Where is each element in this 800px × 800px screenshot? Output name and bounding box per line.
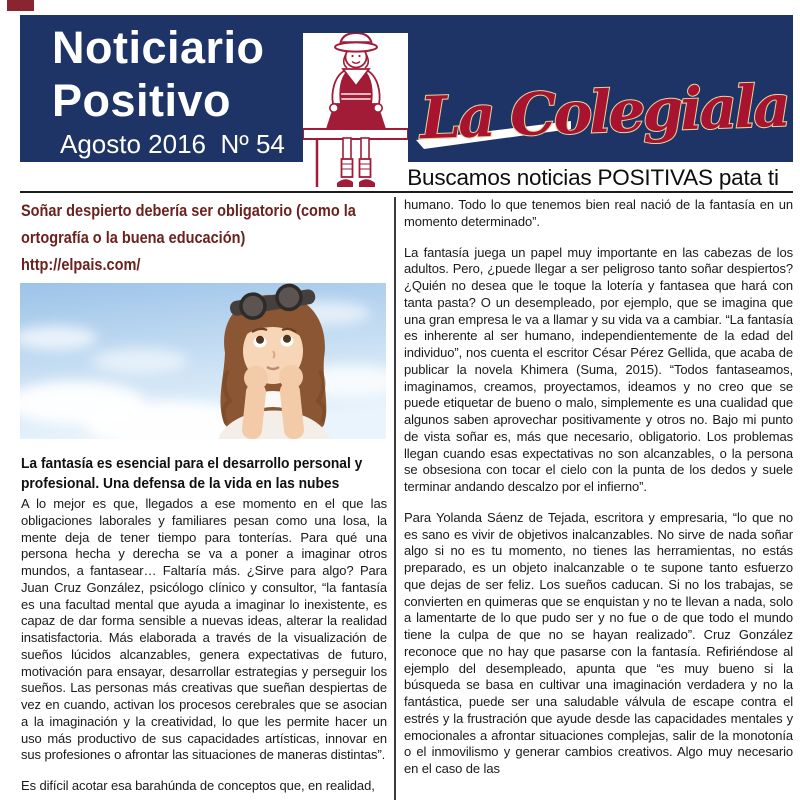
- subhead-line1: La fantasía es esencial para el desarrollo personal y: [21, 455, 363, 472]
- tagline: Buscamos noticias POSITIVAS pata ti: [407, 165, 779, 190]
- logo-text: La Colegiala: [418, 71, 788, 153]
- left-column-body: [21, 496, 387, 800]
- headline-line2: ortografía o la buena educación): [21, 229, 246, 247]
- article-subhead: [21, 454, 388, 493]
- header-divider: [20, 191, 793, 193]
- daydreaming-child-photo-icon: [20, 283, 386, 439]
- subhead-line2: profesional. Una defensa de la vida en las nubes: [21, 474, 340, 492]
- newsletter-title-line1: Noticiario: [52, 22, 265, 73]
- newsletter-title-line2: Positivo: [52, 75, 232, 126]
- body-paragraph: A lo mejor es que, llegados a ese momento en el que las obligaciones laborales y familiares pesan como una losa, la mente deja de tener tiempo para tonterías. Para qué una persona hecha y derecha se va a poner a imaginar otros mundos, a fantasear… Faltaría más. ¿Sirve para algo? Para Juan Cruz González, psicólogo clínico y consultor, “la fantasía es una facultad mental que ayuda a imaginar lo inexistente, es capaz de dar forma sensible a nuevas ideas, alterar la realidad insatisfactoria. Más elaborada a través de la visualización de sueños lúcidos alcanzables, genera expectativas de futuro, motivación para ensayar, desarrollar estrategias y perseguir los sueños. Las personas más creativas que sueñan despiertas de vez en cuando, activan los procesos cerebrales que se asocian a la imaginación y la creatividad, lo que les permite hacer un uso más productivo de sus capacidades artísticas, innovar en sus profesiones o afrontar las situaciones de maneras distintas”.: [21, 496, 387, 763]
- corner-mark: [7, 0, 34, 11]
- body-paragraph: humano. Todo lo que tenemos bien real nació de la fantasía en un momento determinado”.: [404, 197, 793, 229]
- article-headline: [21, 198, 388, 279]
- body-paragraph: La fantasía juega un papel muy importante en las cabezas de los adultos. Pero, ¿puede llegar a ser peligroso tanto soñar despiertos? ¿Quién no desea que le toque la lotería y fantasea que hará con tanta pasta? O un desempleado, por ejemplo, que se imagina que una gran empresa le va a llamar y su vida va a cambiar. “La fantasía es inherente al ser humano, independientemente de la edad del individuo”, nos cuenta el escritor César Pérez Gellida, que acaba de publicar la novela Khimera (Suma, 2015). “Todos fantaseamos, imaginamos, creamos, proyectamos, ideamos y no creo que se puede etiquetar de bueno o malo, simplemente es una cualidad que algunos saben aprovechar positivamente y otros no. Bajo mi punto de vista soñar es, más que necesario, obligatorio. Los problemas llegan cuando esas expectativas no son alcanzables, o la persona se obsesiona con tocar el cielo con la punta de los dedos y suele terminar andando descalzo por el infierno”.: [404, 244, 793, 494]
- article-photo: [20, 283, 386, 439]
- headline-url-link[interactable]: http://elpais.com/: [21, 256, 141, 274]
- column-divider: [394, 197, 396, 800]
- headline-line1: Soñar despierto debería ser obligatorio (como la: [21, 202, 356, 220]
- newsletter-title: [52, 21, 265, 127]
- body-paragraph: Para Yolanda Sáenz de Tejada, escritora y empresaria, “lo que no es sano es vivir de objetivos inalcanzables. No sirve de nada soñar algo si no es tu momento, no tienes las herramientas, no estás preparado, es un objeto inalcanzable o te supone tanto esfuerzo que dejas de ser feliz. Los sueños caducan. Si no los trabajas, se convierten en quimeras que se enquistan y no te llevan a nada, solo a lamentarte de lo que pudo ser y no fue o de que todo el mundo tiene la culpa de que no se hayan realizado”. Cruz González reconoce que no hay que pasarse con la fantasía. Refiriéndose al ejemplo del desempleado, apunta que “es muy bueno si la búsqueda se basa en cultivar una imaginación verdadera y no la fantástica, puede ser una saludable válvula de escape contra el estrés y la frustración que ayude desde las capacidades mentales y emocionales a afrontar situaciones complejas, salir de la monotonía o el inmovilismo y generar cambios creativos. Algo muy necesario en el caso de las: [404, 509, 793, 776]
- right-column-body: [404, 197, 793, 800]
- logo: [416, 66, 793, 160]
- body-paragraph: Es difícil acotar esa barahúnda de conceptos que, en realidad,: [21, 778, 375, 793]
- issue-date: Agosto 2016 Nº 54: [60, 129, 285, 159]
- la-colegiala-logo-icon: [416, 66, 793, 160]
